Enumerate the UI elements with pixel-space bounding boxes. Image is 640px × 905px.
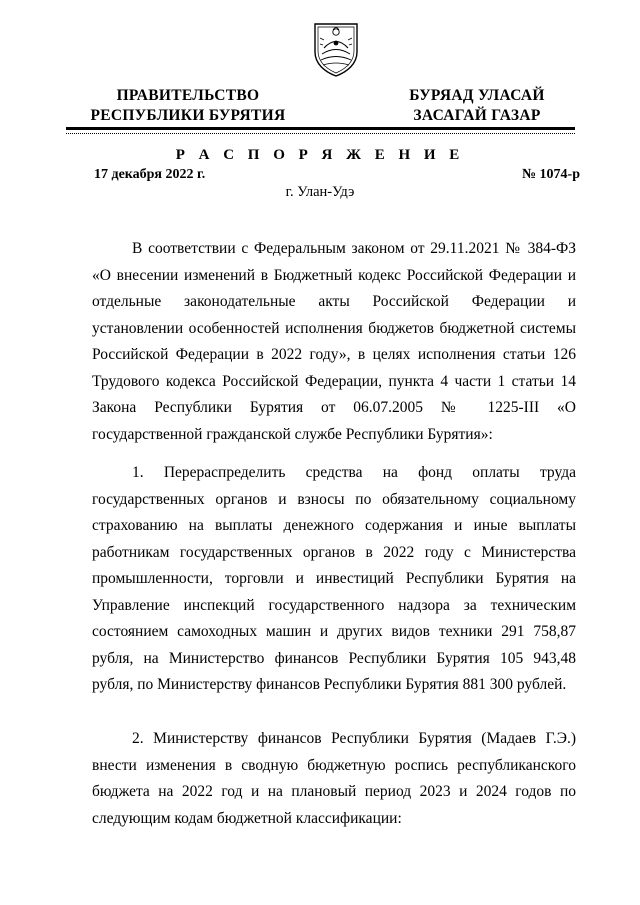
document-number: № 1074-р [521, 167, 580, 182]
header-rule [66, 127, 575, 130]
org-line: ПРАВИТЕЛЬСТВО [116, 87, 260, 104]
document-city: г. Улан-Удэ [285, 184, 355, 200]
org-line: БУРЯАД УЛАСАЙ [409, 87, 545, 104]
org-line: ЗАСАГАЙ ГАЗАР [413, 107, 541, 124]
document-date: 17 декабря 2022 г. [94, 167, 206, 182]
government-name-russian [78, 86, 298, 126]
document-type: Р А С П О Р Я Ж Е Н И Е [175, 147, 465, 163]
org-line: РЕСПУБЛИКИ БУРЯТИЯ [90, 107, 286, 124]
header-dotted-rule [66, 133, 575, 134]
clause-2-paragraph: 2. Министерству финансов Республики Бурятия (Мадаев Г.Э.) внести изменения в сводную бюджетную роспись республиканского бюджета на 2022 год и на плановый период 2023 и 2024 годов по следующим кодам бюджетной классификации: [92, 730, 576, 827]
coat-of-arms-icon [311, 18, 361, 78]
clause-1-paragraph: 1. Перераспределить средства на фонд оплаты труда государственных органов и взносы по обязательному социальному страхованию на выплаты денежного содержания и иные выплаты работникам государственных органов в 2022 году с Министерства промышленности, торговли и инвестиций Республики Бурятия на Управление инспекций государственного надзора за техническим состоянием самоходных машин и других видов техники 291 758,87 рубля, на Министерство финансов Республики Бурятия 105 943,48 рубля, по Министерству финансов Республики Бурятия 881 300 рублей. [92, 464, 576, 693]
preamble-paragraph: В соответствии с Федеральным законом от 29.11.2021 № 384-ФЗ «О внесении изменений в Бюджетный кодекс Российской Федерации и отдельные законодательные акты Российской Федерации и установлении особенностей исполнения бюджетов бюджетной системы Российской Федерации в 2022 году», в целях исполнения статьи 126 Трудового кодекса Российской Федерации, пункта 4 части 1 статьи 14 Закона Республики Бурятия от 06.07.2005 № 1225-III «О государственной гражданской службе Республики Бурятия»: [92, 240, 576, 443]
government-name-buryat [392, 86, 562, 126]
